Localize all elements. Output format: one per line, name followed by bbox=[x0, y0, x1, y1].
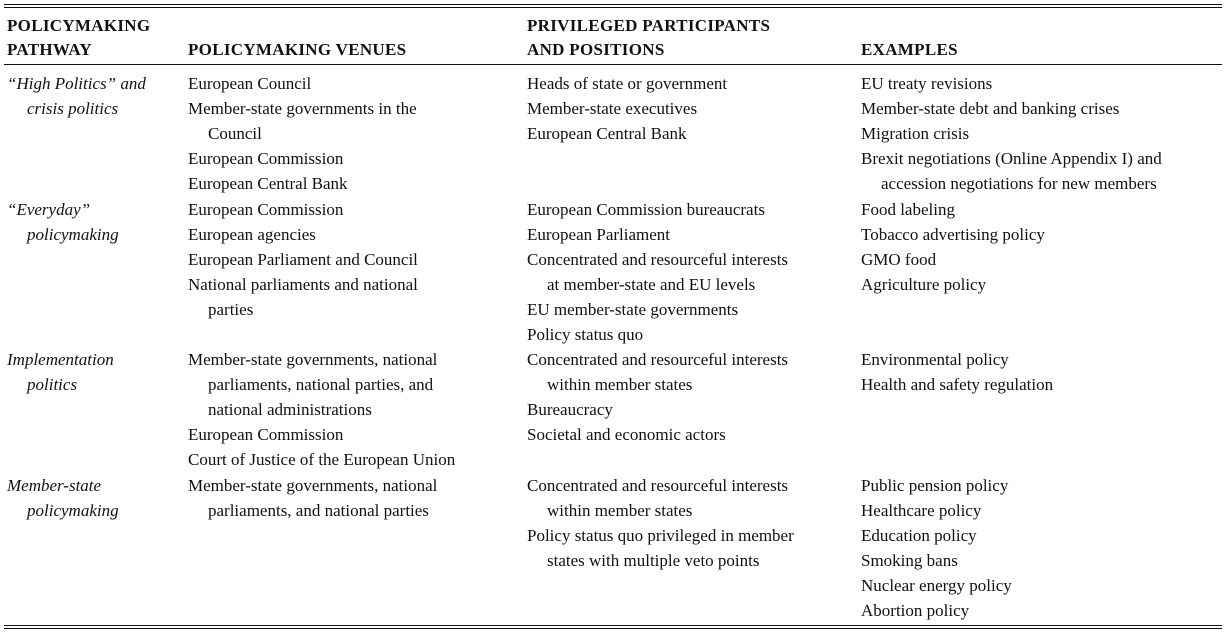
row-3-pathway-line: Member-state bbox=[7, 476, 102, 495]
row-0-venues-line: European Commission bbox=[188, 149, 344, 168]
row-2-examples-line: Environmental policy bbox=[861, 350, 1009, 369]
row-3-examples-line: Public pension policy bbox=[861, 476, 1009, 495]
row-3-participants-line: Concentrated and resourceful interests bbox=[527, 476, 789, 495]
row-1-participants bbox=[527, 197, 788, 347]
row-2-venues-line: parliaments, national parties, and bbox=[208, 375, 434, 394]
row-2-participants-line: Societal and economic actors bbox=[527, 425, 726, 444]
row-3-participants-line: within member states bbox=[547, 501, 693, 520]
top-rule-1 bbox=[4, 4, 1222, 5]
row-0-venues-line: Member-state governments in the bbox=[188, 99, 417, 118]
row-0-participants-line: Heads of state or government bbox=[527, 74, 728, 93]
row-2-participants-line: Bureaucracy bbox=[527, 400, 613, 419]
row-2-venues-line: national administrations bbox=[208, 400, 372, 419]
row-3-examples-line: Abortion policy bbox=[861, 601, 970, 620]
row-1-participants-line: Concentrated and resourceful interests bbox=[527, 250, 789, 269]
row-3-participants-line: states with multiple veto points bbox=[547, 551, 760, 570]
row-3-participants-line: Policy status quo privileged in member bbox=[527, 526, 794, 545]
header-participants-line-2: AND POSITIONS bbox=[527, 40, 665, 59]
row-3-participants bbox=[527, 473, 794, 573]
row-0-examples-line: accession negotiations for new members bbox=[881, 174, 1157, 193]
row-1-examples-line: Agriculture policy bbox=[861, 275, 987, 294]
header-examples: EXAMPLES bbox=[861, 40, 958, 59]
row-0-pathway-line: crisis politics bbox=[27, 99, 119, 118]
row-3-pathway bbox=[7, 473, 119, 523]
row-1-participants-line: at member-state and EU levels bbox=[547, 275, 756, 294]
header-pathway-line-2: PATHWAY bbox=[7, 40, 92, 59]
row-0-venues-line: Council bbox=[208, 124, 262, 143]
row-1-examples-line: Tobacco advertising policy bbox=[861, 225, 1045, 244]
header-participants-line-1: PRIVILEGED PARTICIPANTS bbox=[527, 16, 771, 35]
row-2-venues-line: European Commission bbox=[188, 425, 344, 444]
row-2-examples bbox=[861, 347, 1053, 397]
row-3-venues bbox=[188, 473, 437, 523]
row-0-pathway-line: “High Politics” and bbox=[7, 74, 146, 93]
row-3-examples bbox=[861, 473, 1012, 623]
row-1-pathway-line: policymaking bbox=[27, 225, 119, 244]
row-2-participants-line: Concentrated and resourceful interests bbox=[527, 350, 789, 369]
row-1-participants-line: EU member-state governments bbox=[527, 300, 739, 319]
row-0-pathway bbox=[7, 71, 146, 121]
row-1-participants-line: Policy status quo bbox=[527, 325, 644, 344]
row-0-examples-line: Member-state debt and banking crises bbox=[861, 99, 1120, 118]
row-0-examples-line: EU treaty revisions bbox=[861, 74, 993, 93]
row-2-participants-line: within member states bbox=[547, 375, 693, 394]
row-2-venues-line: Member-state governments, national bbox=[188, 350, 438, 369]
row-3-venues-line: Member-state governments, national bbox=[188, 476, 438, 495]
bottom-rule-2 bbox=[4, 628, 1222, 629]
row-1-venues-line: parties bbox=[208, 300, 254, 319]
row-1-examples-line: GMO food bbox=[861, 250, 937, 269]
row-0-examples bbox=[861, 71, 1162, 196]
row-1-venues bbox=[188, 197, 418, 322]
row-1-participants-line: European Parliament bbox=[527, 225, 671, 244]
row-3-pathway-line: policymaking bbox=[27, 501, 119, 520]
row-2-participants bbox=[527, 347, 788, 447]
header-participants bbox=[527, 14, 770, 62]
row-1-examples bbox=[861, 197, 1045, 297]
row-1-venues-line: National parliaments and national bbox=[188, 275, 418, 294]
row-1-pathway bbox=[7, 197, 119, 247]
row-1-pathway-line: “Everyday” bbox=[7, 200, 91, 219]
row-1-participants-line: European Commission bureaucrats bbox=[527, 200, 765, 219]
row-2-venues bbox=[188, 347, 455, 472]
row-3-examples-line: Healthcare policy bbox=[861, 501, 982, 520]
row-3-examples-line: Education policy bbox=[861, 526, 977, 545]
row-0-venues-line: European Council bbox=[188, 74, 312, 93]
header-pathway-line-1: POLICYMAKING bbox=[7, 16, 151, 35]
row-0-participants-line: European Central Bank bbox=[527, 124, 687, 143]
row-0-examples-line: Migration crisis bbox=[861, 124, 970, 143]
header-venues: POLICYMAKING VENUES bbox=[188, 40, 407, 59]
row-0-venues bbox=[188, 71, 417, 196]
row-1-venues-line: European agencies bbox=[188, 225, 316, 244]
row-0-examples-line: Brexit negotiations (Online Appendix I) and bbox=[861, 149, 1162, 168]
row-1-venues-line: European Commission bbox=[188, 200, 344, 219]
row-2-venues-line: Court of Justice of the European Union bbox=[188, 450, 456, 469]
row-3-examples-line: Nuclear energy policy bbox=[861, 576, 1012, 595]
row-2-pathway-line: politics bbox=[27, 375, 78, 394]
header-pathway bbox=[7, 14, 150, 62]
row-0-participants-line: Member-state executives bbox=[527, 99, 698, 118]
row-3-examples-line: Smoking bans bbox=[861, 551, 958, 570]
row-2-pathway bbox=[7, 347, 114, 397]
row-0-venues-line: European Central Bank bbox=[188, 174, 348, 193]
row-2-pathway-line: Implementation bbox=[7, 350, 114, 369]
top-rule-2 bbox=[4, 7, 1222, 8]
row-3-venues-line: parliaments, and national parties bbox=[208, 501, 429, 520]
row-1-venues-line: European Parliament and Council bbox=[188, 250, 418, 269]
row-2-examples-line: Health and safety regulation bbox=[861, 375, 1054, 394]
row-0-participants bbox=[527, 71, 727, 146]
row-1-examples-line: Food labeling bbox=[861, 200, 955, 219]
bottom-rule-1 bbox=[4, 625, 1222, 626]
header-rule bbox=[4, 64, 1222, 65]
